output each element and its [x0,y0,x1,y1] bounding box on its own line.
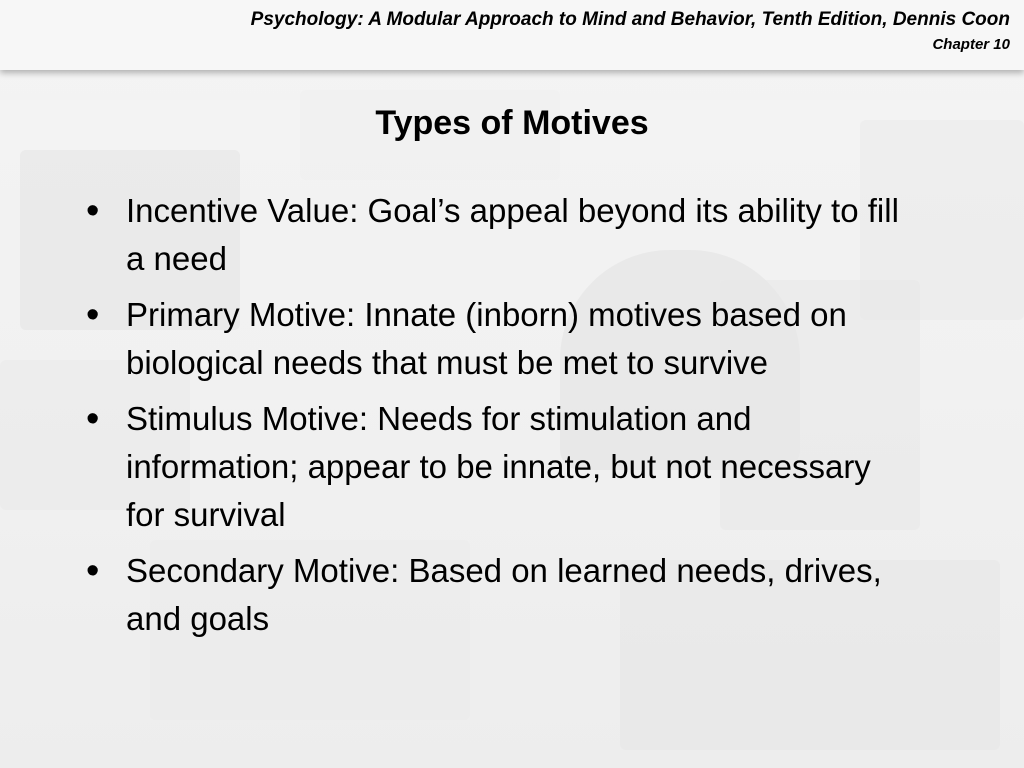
bullet-item: • Primary Motive: Innate (inborn) motives based on biological needs that must be met to survive [86,291,916,387]
bullet-item: • Incentive Value: Goal’s appeal beyond its ability to fill a need [86,187,916,283]
bullet-item: • Secondary Motive: Based on learned needs, drives, and goals [86,547,916,643]
slide-header [0,0,1024,70]
bullet-item: • Stimulus Motive: Needs for stimulation and information; appear to be innate, but not necessary for survival [86,395,916,539]
slide-title: Types of Motives [375,104,649,142]
book-title: Psychology: A Modular Approach to Mind and Behavior, Tenth Edition, Dennis Coon [250,9,1010,30]
bullet-list [86,187,916,651]
chapter-label: Chapter 10 [932,36,1010,53]
